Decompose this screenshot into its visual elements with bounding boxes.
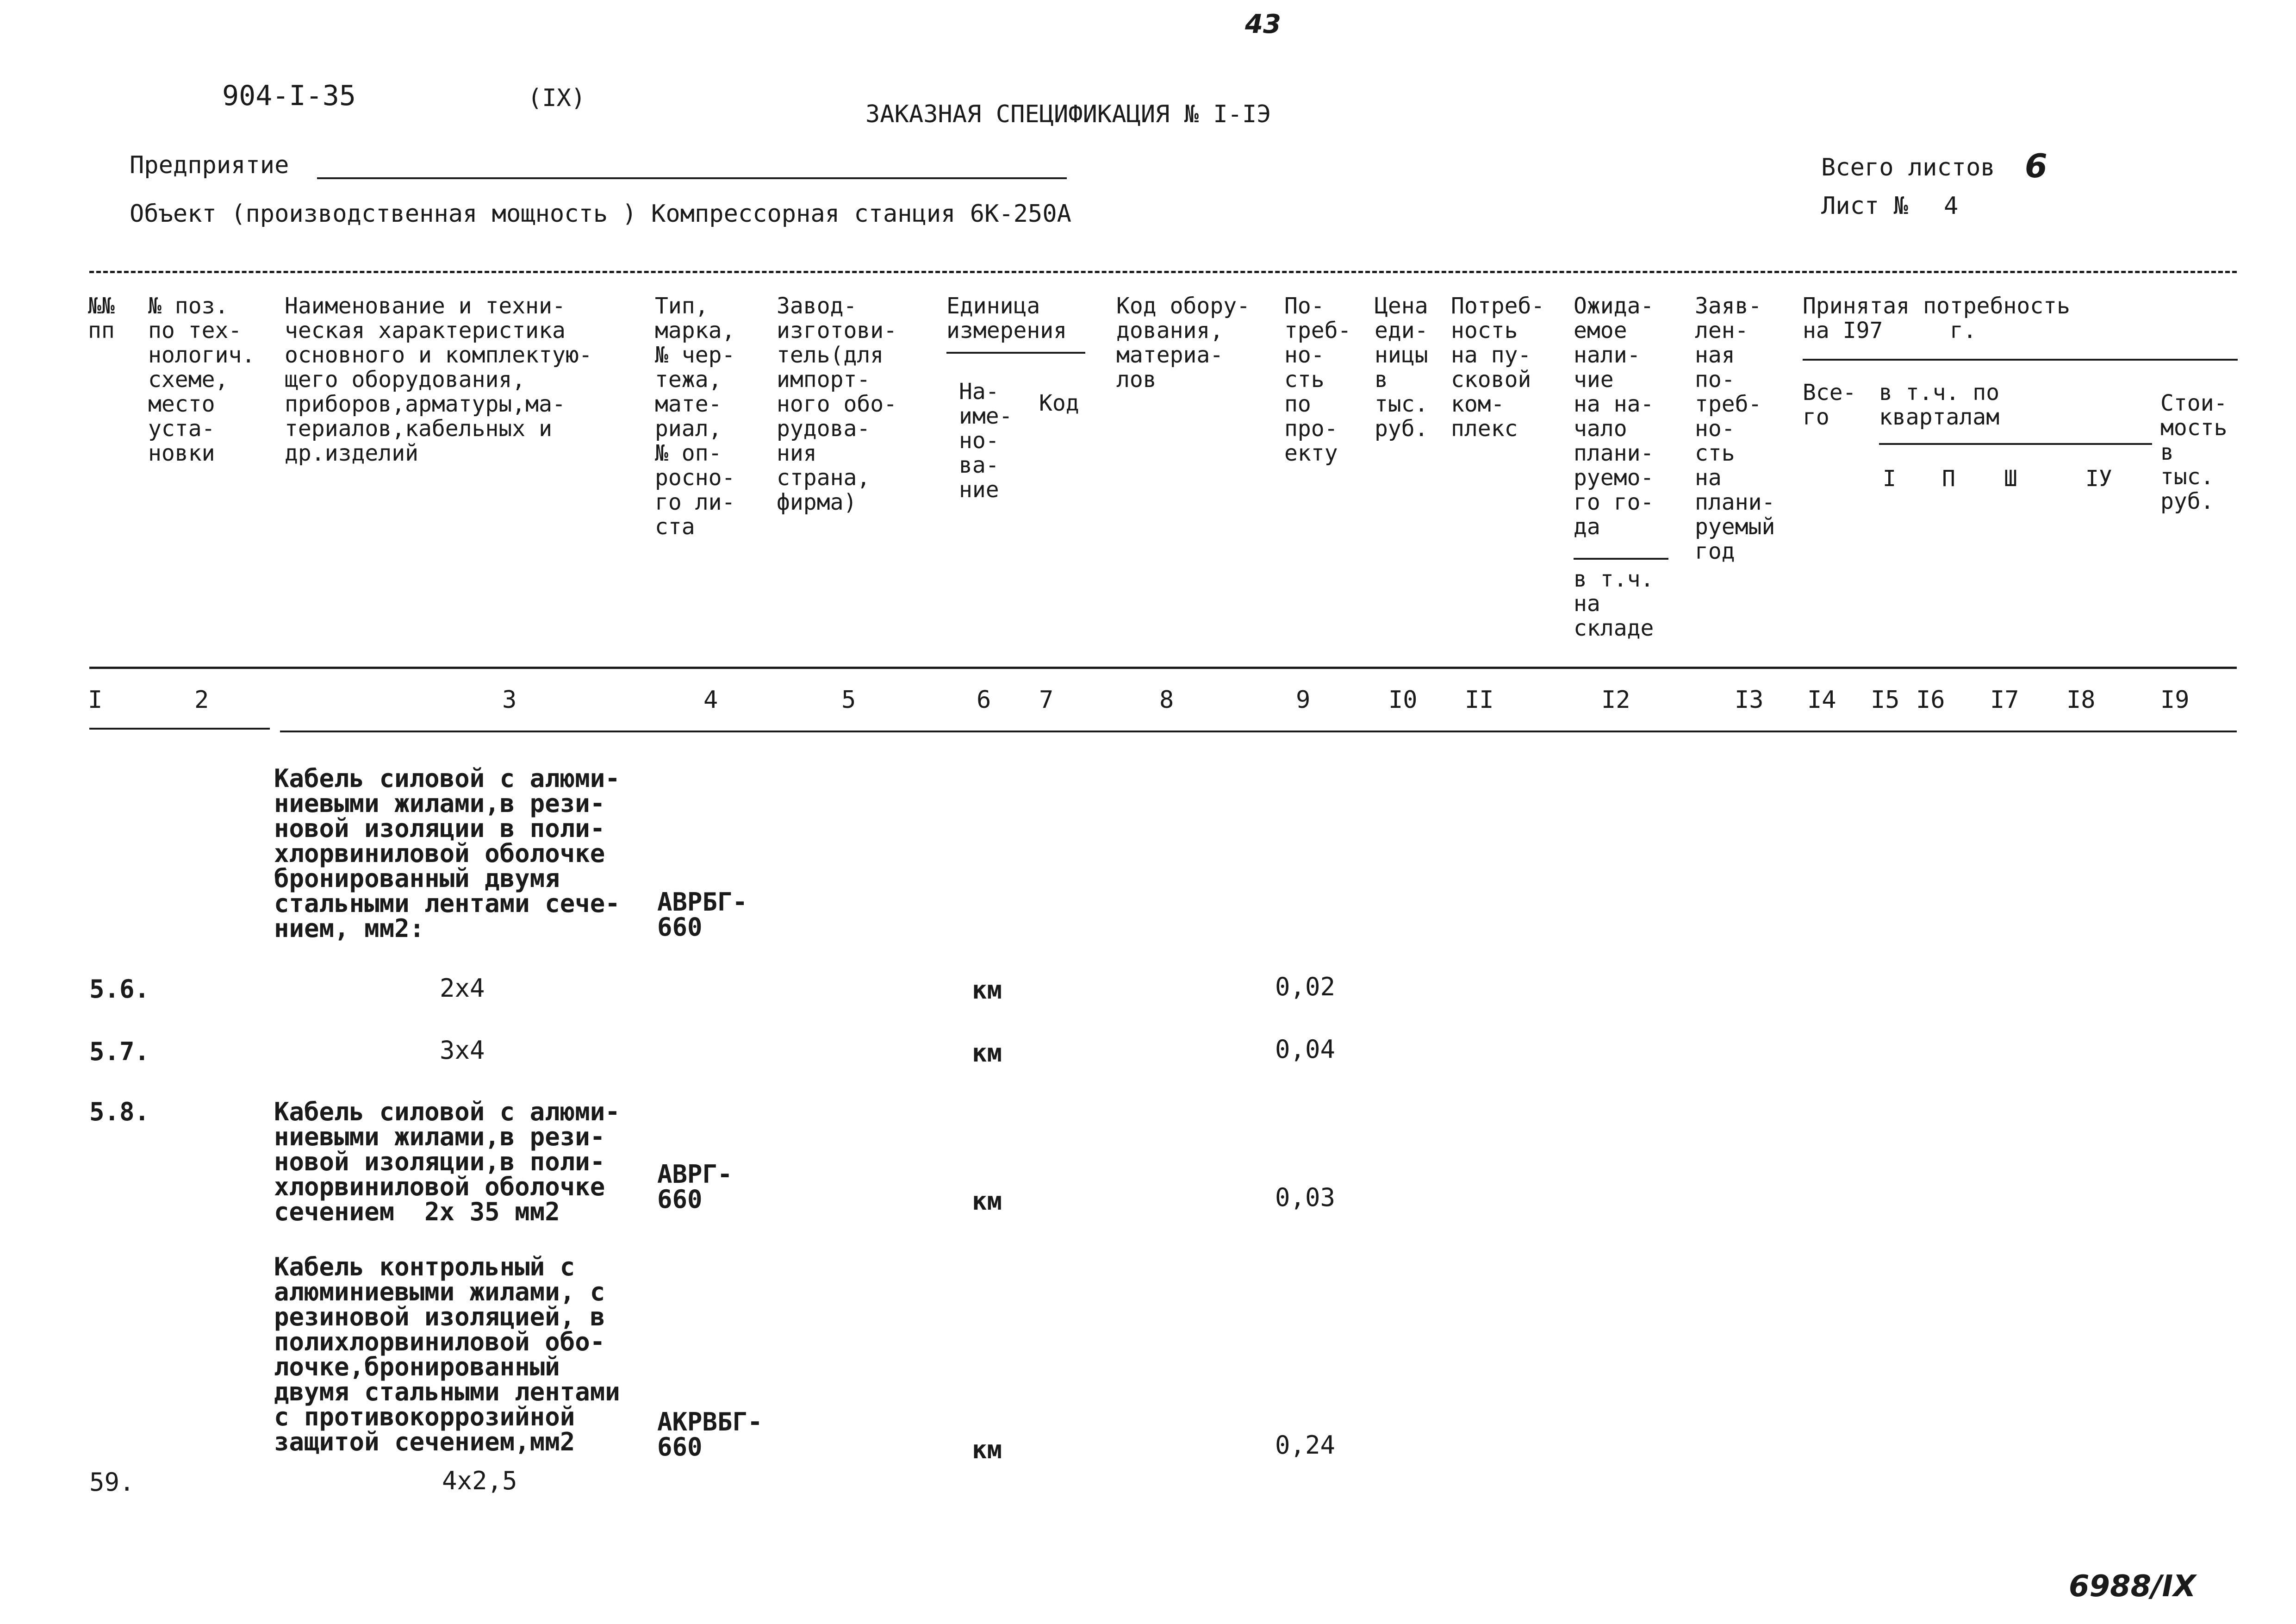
col-number-12: I2 [1601,686,1630,714]
header-unit-group: Единица измерения [946,293,1067,344]
col-number-18: I8 [2066,686,2096,714]
header-name: Наименование и техни- ческая характеристика основного и комплектую- щего оборудования, приборов,арматуры,ма- териалов,кабельных и др.изделий [285,293,592,466]
row-4-type: АВРГ- 660 [657,1160,733,1214]
header-unit-code: Код [1039,390,1079,416]
sheet-label: Лист № [1821,192,1908,220]
row-3-quantity: 0,04 [1275,1035,1336,1064]
header-in-warehouse: в т.ч. на складе [1574,566,1654,641]
header-total: Все- го [1803,380,1856,430]
col-number-16: I6 [1916,686,1945,714]
row-4-name: Кабель силовой с алюми- ниевыми жилами,в рези- новой изоляции,в поли- хлорвиниловой оболочке сечением 2х 35 мм2 [274,1097,620,1226]
quarters-group-rule [1879,443,2152,445]
header-q4: IУ [2085,466,2112,492]
header-bottom-rule [89,667,2237,669]
row-5-type: АКРВБГ- 660 [657,1407,763,1462]
row-4-unit: км [972,1187,1002,1216]
enterprise-blank-line [317,177,1067,179]
col-number-19: I9 [2160,686,2190,714]
row-5-name: Кабель контрольный с алюминиевыми жилами, с резиновой изоляцией, в полихлорвиниловой обо- лочке,бронированный двумя стальными лентами с противокоррозийной защитой сечением,мм2 [274,1252,620,1456]
header-position: № поз. по тех- нологич. схеме, место уста- новки [148,293,255,466]
object-line: Объект (производственная мощность ) Компрессорная станция 6К-250А [130,200,1071,228]
row-5-unit: км [972,1435,1002,1464]
colnum-rule-main [280,731,2237,732]
col-number-3: 3 [502,686,517,714]
col-number-14: I4 [1807,686,1836,714]
page-number: 43 [1245,9,1281,39]
volume-label: (IX) [528,84,586,112]
header-startup-need: Потреб- ность на пу- сковой ком- плекс [1451,293,1545,442]
header-unit-price: Цена еди- ницы в тыс. руб. [1375,293,1428,442]
col-number-15: I5 [1871,686,1900,714]
col-number-17: I7 [1990,686,2019,714]
row-2-name: 2х4 [440,974,485,1003]
header-expected-stock: Ожида- емое нали- чие на на- чало плани- руемо- го го- да [1574,293,1654,540]
col-number-6: 6 [977,686,991,714]
row-3-number: 5.7. [89,1037,150,1066]
colnum-rule-left [89,728,270,730]
header-quarters-group: в т.ч. по кварталам [1879,380,2000,430]
row-1-type: АВРБГ- 660 [657,887,748,942]
header-q2: П [1942,466,1955,492]
col-number-9: 9 [1296,686,1311,714]
row-1-name: Кабель силовой с алюми- ниевыми жилами,в рези- новой изоляции в поли- хлорвиниловой оболочке бронированный двумя стальными лентами сече- нием, мм2: [274,764,620,943]
col-number-8: 8 [1159,686,1174,714]
header-claimed-need: Заяв- лен- ная по- треб- но- сть на плани- руемый год [1695,293,1775,564]
total-sheets-value: 6 [2025,147,2047,185]
col-number-10: I0 [1388,686,1418,714]
col-number-5: 5 [841,686,856,714]
header-unit-name: На- име- но- ва- ние [959,379,1013,503]
header-accepted-group: Принятая потребность на I97 г. [1803,293,2070,344]
row-5-quantity: 0,24 [1275,1430,1336,1460]
header-q1: I [1883,466,1896,492]
sheet-number: 4 [1944,192,1959,220]
row-2-number: 5.6. [89,974,150,1004]
header-row-number: №№ пп [88,293,115,344]
col-number-13: I3 [1735,686,1764,714]
row-4-number: 5.8. [89,1097,150,1126]
row-4-quantity: 0,03 [1275,1183,1336,1212]
doc-code: 904-I-35 [222,80,356,112]
enterprise-label: Предприятие [130,151,289,179]
total-sheets-label: Всего листов [1821,154,1995,181]
accepted-group-rule [1803,359,2238,361]
row-3-unit: км [972,1038,1002,1068]
archive-stamp: 6988/IX [2069,1569,2196,1604]
col-number-11: II [1465,686,1494,714]
header-equipment-code: Код обору- дования, материа- лов [1116,293,1250,393]
col-number-2: 2 [194,686,209,714]
header-project-need: По- треб- но- сть по про- екту [1284,293,1351,466]
row-2-unit: км [972,975,1002,1005]
col-number-4: 4 [703,686,718,714]
unit-group-rule [946,352,1085,354]
expected-stock-rule [1574,558,1668,560]
col-number-7: 7 [1039,686,1054,714]
row-6-number: 59. [89,1468,135,1497]
row-6-name: 4х2,5 [442,1466,517,1495]
header-type: Тип, марка, № чер- тежа, мате- риал, № оп- росно- го ли- ста [655,293,735,540]
table-top-rule [89,271,2237,273]
document-title: ЗАКАЗНАЯ СПЕЦИФИКАЦИЯ № I-IЭ [865,100,1271,128]
row-3-name: 3х4 [440,1036,485,1065]
header-q3: Ш [2004,466,2017,492]
row-2-quantity: 0,02 [1275,972,1336,1001]
col-number-1: I [88,686,103,714]
header-manufacturer: Завод- изготови- тель(для импорт- ного обо- рудова- ния страна, фирма) [777,293,897,515]
header-cost: Стои- мость в тыс. руб. [2160,390,2228,514]
